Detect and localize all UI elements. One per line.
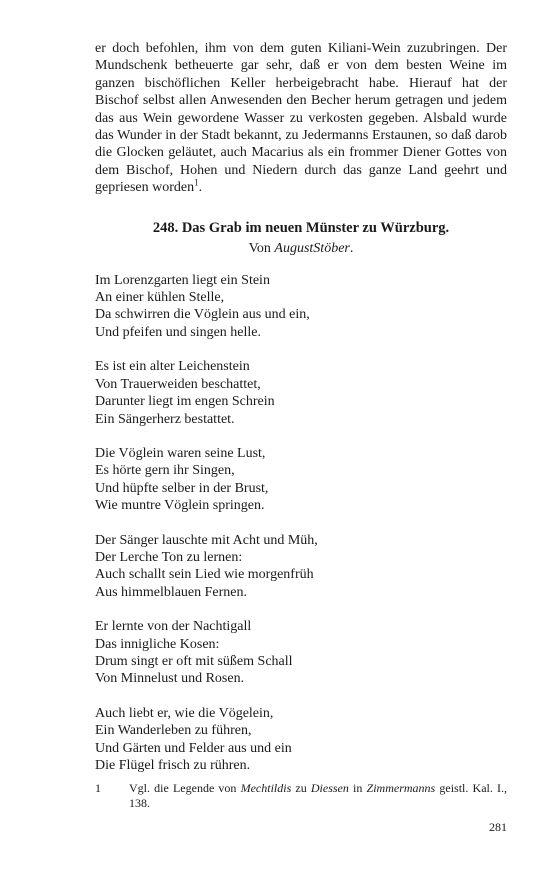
poem-line: Auch schallt sein Lied wie morgenfrüh <box>95 567 314 583</box>
footnote-italic-part: Mechtildis <box>240 781 292 796</box>
poem-stanza <box>95 532 507 602</box>
poem-line: An einer kühlen Stelle, <box>95 290 225 306</box>
footnote-italic-part: Zimmermanns <box>366 781 436 796</box>
poem-stanza <box>95 358 507 428</box>
poem-line: Ein Wanderleben zu führen, <box>95 723 252 739</box>
poem-line: Das innigliche Kosen: <box>95 636 220 652</box>
poem-stanza <box>95 445 507 515</box>
author-suffix: . <box>349 240 354 256</box>
poem <box>95 272 507 775</box>
poem-line: Von Trauerweiden beschattet, <box>95 376 261 392</box>
poem-line: Darunter liegt im engen Schrein <box>95 394 275 410</box>
page-body <box>95 40 507 811</box>
poem-line: Und pfeifen und singen helle. <box>95 324 262 340</box>
poem-line: Auch liebt er, wie die Vögelein, <box>95 705 274 721</box>
footnote-italic-part: Diessen <box>310 781 349 796</box>
prose-end: . <box>198 180 203 196</box>
author-line <box>95 240 507 258</box>
author-name: AugustStöber <box>274 240 350 256</box>
footnote <box>95 781 507 811</box>
poem-line: Von Minnelust und Rosen. <box>95 671 245 687</box>
poem-line: Der Sänger lauschte mit Acht und Müh, <box>95 532 318 548</box>
footnote-text-part: in <box>348 781 367 796</box>
footnote-text-part: Vgl. die Legende von <box>129 781 241 796</box>
poem-line: Die Flügel frisch zu rühren. <box>95 758 251 773</box>
poem-line: Ein Sängerherz bestattet. <box>95 411 235 427</box>
poem-line: Im Lorenzgarten liegt ein Stein <box>95 272 270 288</box>
poem-line: Es ist ein alter Leichenstein <box>95 359 250 375</box>
poem-line: Und hüpfte selber in der Brust, <box>95 480 269 496</box>
poem-line: Wie muntre Vöglein springen. <box>95 498 265 514</box>
footnote-text-part: zu <box>291 781 311 796</box>
poem-line: Aus himmelblauen Fernen. <box>95 584 248 600</box>
poem-line: Drum singt er oft mit süßem Schall <box>95 653 293 669</box>
footnote-reference: 1 <box>194 177 199 188</box>
section-heading: 248. Das Grab im neuen Münster zu Würzburg. <box>152 219 450 236</box>
prose-text: er doch befohlen, ihm von dem guten Kiliani-Wein zuzubringen. Der Mundschenk betheuerte gar sehr, daß er von dem besten Weine im ganzen bischöflichen Keller herbeigebracht habe. Hierauf hat der Bischof selbst allen Anwesenden den Becher herum getragen und jedem das aus Wein gewordene Wasser zu verkosten gegeben. Alsbald wurde das Wunder in der Stadt bekannt, zu Jedermanns Erstaunen, so daß darob die Glocken geläutet, auch Macarius als ein frommer Diener Gottes von dem Bischof, Hohen und Niedern durch das ganze Land geehrt und gepriesen worden <box>95 41 507 196</box>
footnote-text-part: geistl. Kal. I., 138. <box>129 781 508 811</box>
poem-stanza <box>95 272 507 342</box>
poem-line: Die Vöglein waren seine Lust, <box>95 445 266 461</box>
poem-line: Er lernte von der Nachtigall <box>95 619 252 635</box>
poem-stanza <box>95 618 507 688</box>
poem-line: Da schwirren die Vöglein aus und ein, <box>95 307 310 323</box>
poem-line: Der Lerche Ton zu lernen: <box>95 549 243 565</box>
footnote-text <box>129 781 507 811</box>
poem-line: Es hörte gern ihr Singen, <box>95 463 235 479</box>
page-number: 281 <box>489 820 507 834</box>
footnote-number: 1 <box>95 781 101 796</box>
author-prefix: Von <box>248 240 275 256</box>
prose-paragraph <box>95 40 507 197</box>
poem-line: Und Gärten und Felder aus und ein <box>95 740 292 756</box>
poem-stanza <box>95 705 507 775</box>
